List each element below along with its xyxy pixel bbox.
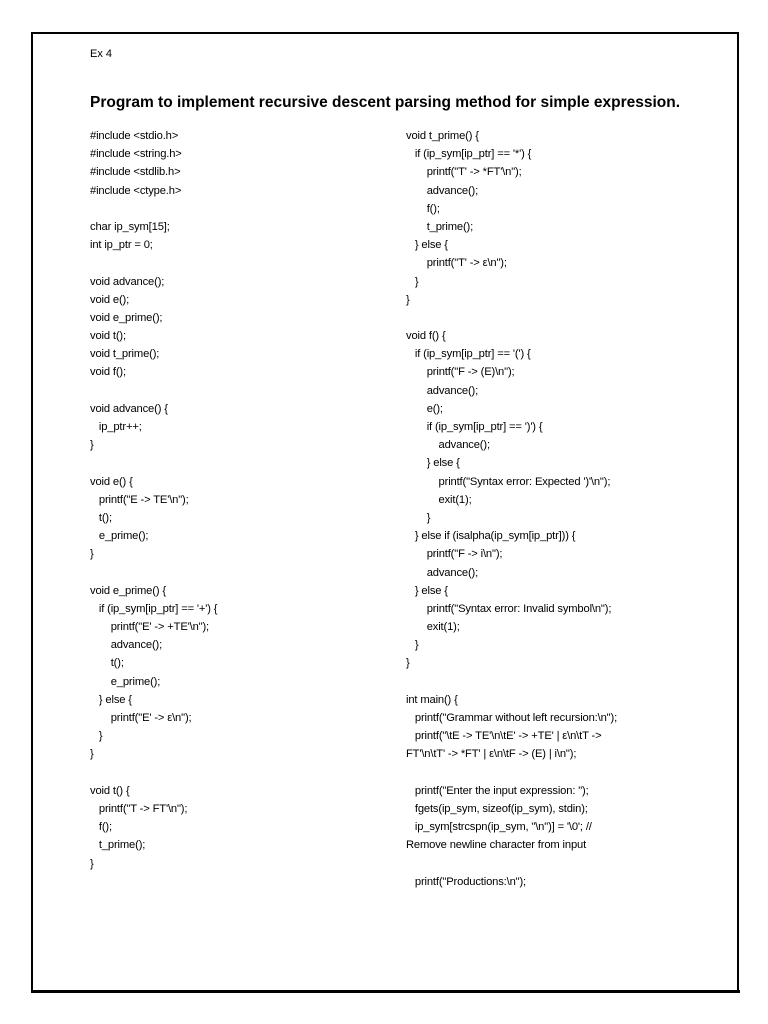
code-line [90,200,217,218]
code-line: } [90,730,103,743]
code-line: void t_prime(); [90,348,160,361]
code-line: void advance() { [90,402,168,415]
exercise-label: Ex 4 [90,48,113,60]
code-line: } else { [406,239,448,252]
code-line: e_prime(); [90,530,149,543]
code-line: printf("F -> (E)\n"); [406,366,515,379]
code-line: exit(1); [406,493,472,506]
code-line: void e(); [90,293,130,306]
code-line: } [406,275,419,288]
code-line: } else if (isalpha(ip_sym[ip_ptr])) { [406,530,576,543]
code-line: t_prime(); [406,220,474,233]
code-line: #include <stdio.h> [90,130,179,142]
code-line [406,673,617,691]
code-line: } else { [406,457,460,470]
code-line: printf("Syntax error: Invalid symbol\n"); [406,602,612,615]
code-line: void t_prime() { [406,130,479,142]
code-line [90,454,217,472]
code-line: if (ip_sym[ip_ptr] == '*') { [406,148,532,161]
code-line: int main() { [406,693,458,706]
code-line: void t() { [90,784,130,797]
code-line: #include <ctype.h> [90,184,182,197]
code-line: printf("\tE -> TE'\n\tE' -> +TE' | ε\n\tT -> [406,730,602,743]
code-line [406,764,617,782]
code-line: } [90,548,94,561]
code-line: char ip_sym[15]; [90,220,170,233]
code-line: void e_prime(); [90,311,163,324]
code-line [90,764,217,782]
code-line: if (ip_sym[ip_ptr] == ')') { [406,421,543,433]
code-line: advance(); [406,384,479,397]
code-line: int ip_ptr = 0; [90,239,153,252]
code-line: advance(); [90,639,163,652]
code-line: printf("Grammar without left recursion:\n"); [406,712,618,724]
page-border-shadow [31,990,740,993]
code-line: } else { [406,584,448,597]
code-line: void t(); [90,330,126,343]
code-line: printf("T' -> *FT'\n"); [406,166,522,179]
code-line: printf("E' -> +TE'\n"); [90,621,209,634]
code-line [90,564,217,582]
code-line: fgets(ip_sym, sizeof(ip_sym), stdin); [406,802,588,815]
code-line: f(); [406,202,440,215]
code-line: printf("Productions:\n"); [406,875,527,888]
code-line: t_prime(); [90,839,146,852]
code-line: } [406,657,410,670]
page-title: Program to implement recursive descent parsing method for simple expression. [90,94,681,111]
code-line: } else { [90,693,132,706]
code-line [406,855,617,873]
code-line: } [406,293,410,306]
code-line: e_prime(); [90,675,161,688]
code-line: if (ip_sym[ip_ptr] == '(') { [406,348,531,361]
code-line [90,382,217,400]
code-line: advance(); [406,566,479,579]
code-line: printf("T -> FT'\n"); [90,802,188,815]
code-line: } [406,639,419,652]
code-line: } [90,857,94,870]
code-line: advance(); [406,439,490,452]
code-line: ip_sym[strcspn(ip_sym, "\n")] = '\0'; // [406,821,592,834]
code-line: printf("Syntax error: Expected ')'\n"); [406,475,611,488]
code-line: void e_prime() { [90,584,166,597]
code-line: t(); [90,657,124,670]
code-line: printf("E' -> ε\n"); [90,712,192,724]
code-line: f(); [90,821,112,834]
code-line: ip_ptr++; [90,421,142,433]
code-line: printf("F -> i\n"); [406,548,503,561]
code-column-left [90,127,217,873]
code-line: } [90,439,94,452]
code-line: Remove newline character from input [406,839,587,852]
code-line: #include <string.h> [90,148,182,161]
code-line: if (ip_sym[ip_ptr] == '+') { [90,602,218,615]
code-line: printf("T' -> ε\n"); [406,257,507,270]
code-line: void e() { [90,475,133,488]
code-line: void f() { [406,330,446,343]
code-line: t(); [90,511,112,524]
code-line: #include <stdlib.h> [90,166,181,179]
code-line: printf("Enter the input expression: "); [406,784,589,797]
code-line: } [90,748,94,761]
code-line: } [406,511,431,524]
code-line: printf("E -> TE'\n"); [90,493,189,506]
code-line: void f(); [90,366,126,379]
code-line: void advance(); [90,275,165,288]
code-line [90,254,217,272]
code-line: e(); [406,402,443,415]
code-line: advance(); [406,184,479,197]
code-line: exit(1); [406,621,460,634]
code-column-right [406,127,617,891]
code-line: FT'\n\tT' -> *FT' | ε\n\tF -> (E) | i\n"); [406,748,577,761]
code-line [406,309,617,327]
